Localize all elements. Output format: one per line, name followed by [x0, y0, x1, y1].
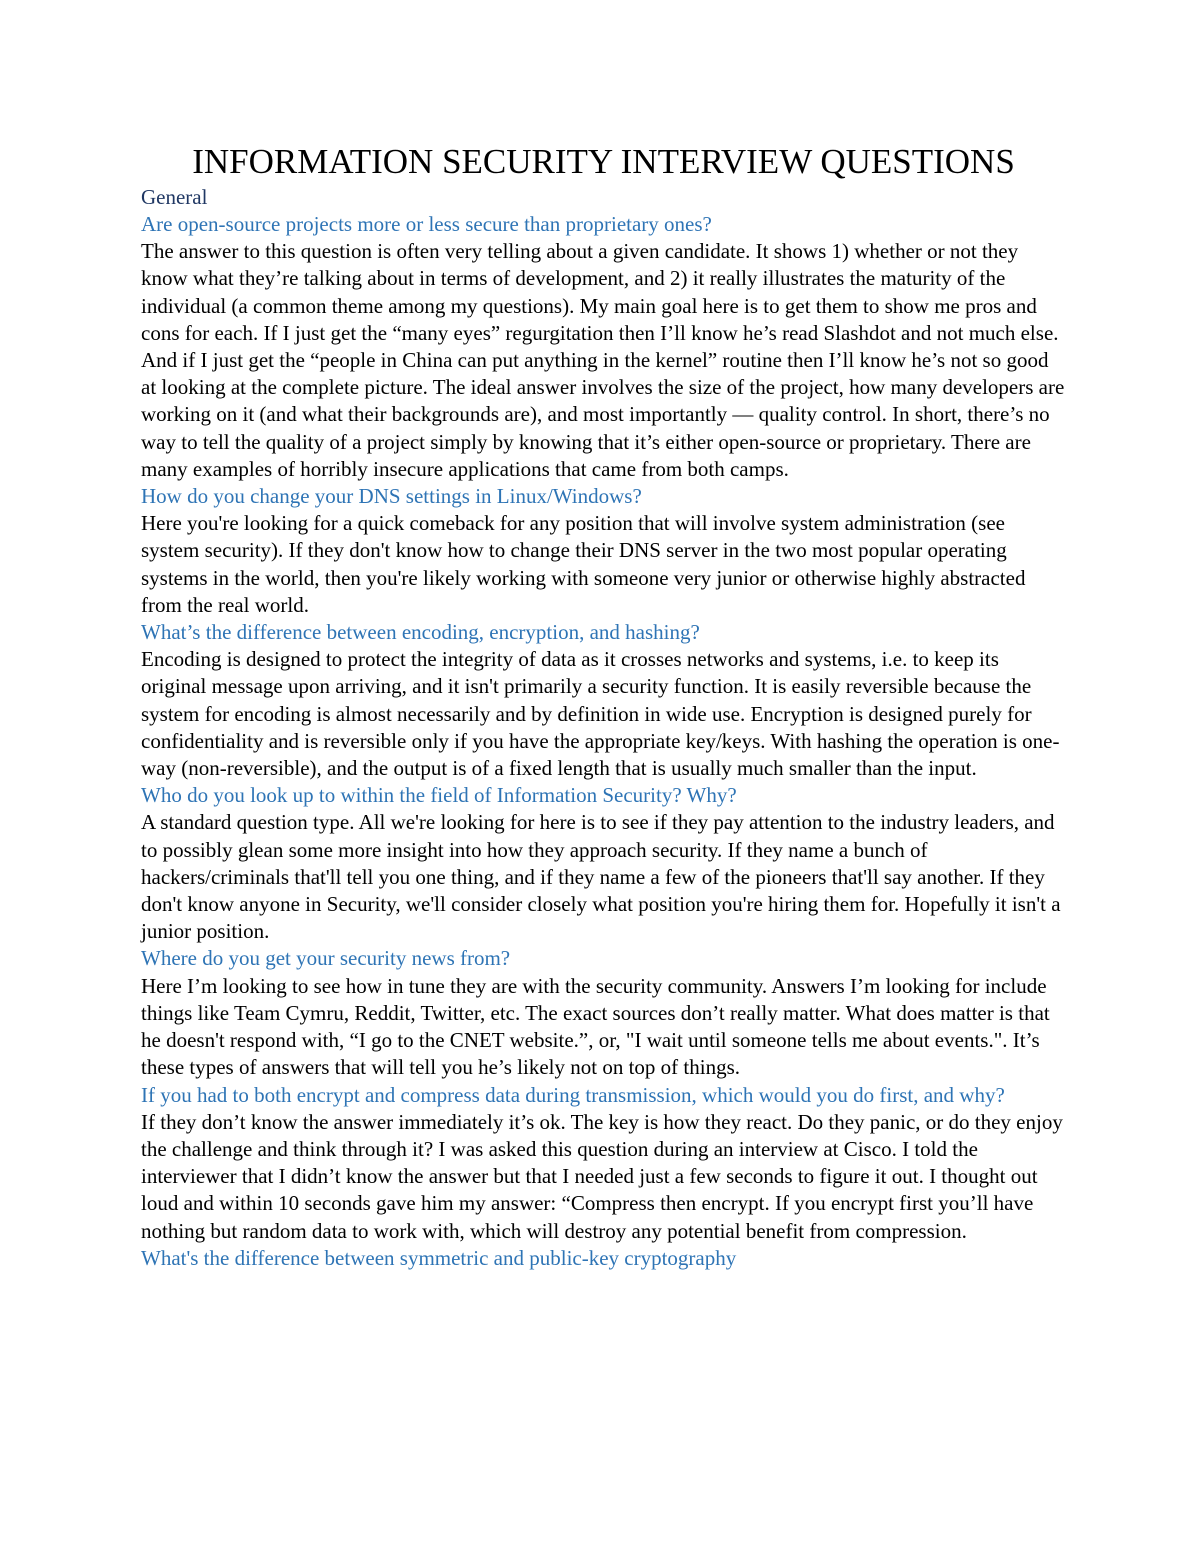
question-open-source: Are open-source projects more or less secure than proprietary ones?: [141, 212, 712, 236]
question-encrypt-compress: If you had to both encrypt and compress data during transmission, which would you do first, and why?: [141, 1082, 1005, 1107]
section-heading-general: General: [141, 185, 208, 209]
question-symmetric-public-key: What's the difference between symmetric and public-key cryptography: [141, 1245, 737, 1270]
question-encoding-encryption-hashing: What’s the difference between encoding, encryption, and hashing?: [141, 620, 700, 645]
question-security-news: Where do you get your security news from?: [141, 946, 511, 971]
question-dns-settings: How do you change your DNS settings in Linux/Windows?: [141, 484, 642, 509]
question-look-up-to: Who do you look up to within the field of Information Security? Why?: [141, 783, 737, 808]
answer-open-source: The answer to this question is often very telling about a given candidate. It shows 1) whether or not they know what they’re talking about in terms of development, and 2) it really illustrates the maturity of the individual (a common theme among my questions). My main goal here is to get them to show me pros and cons for each. If I just get the “many eyes” regurgitation then I’ll know he’s read Slashdot and not much else. And if I just get the “people in China can put anything in the kernel” routine then I’ll know he’s not so good at looking at the complete picture. The ideal answer involves the size of the project, how many developers are working on it (and what their backgrounds are), and most importantly — quality control. In short, there’s no way to tell the quality of a project simply by knowing that it’s either open-source or proprietary. There are many examples of horribly insecure applications that came from both camps.: [141, 239, 1065, 481]
answer-security-news: Here I’m looking to see how in tune they are with the security community. Answers I’m looking for include things like Team Cymru, Reddit, Twitter, etc. The exact sources don’t really matter. What does matter is that he doesn't respond with, “I go to the CNET website.”, or, "I wait until someone tells me about events.". It’s these types of answers that will tell you he’s likely not on top of things.: [141, 973, 1050, 1080]
answer-encoding-encryption-hashing: Encoding is designed to protect the integrity of data as it crosses networks and systems, i.e. to keep its original message upon arriving, and it isn't primarily a security function. It is easily reversible because the system for encoding is almost necessarily and by definition in wide use. Encryption is designed purely for confidentiality and is reversible only if you have the appropriate key/keys. With hashing the operation is one-way (non-reversible), and the output is of a fixed length that is usually much smaller than the input.: [141, 647, 1060, 781]
document-title: INFORMATION SECURITY INTERVIEW QUESTIONS: [192, 142, 1015, 181]
document-page: [141, 140, 1066, 1272]
answer-dns-settings: Here you're looking for a quick comeback for any position that will involve system administration (see system security). If they don't know how to change their DNS server in the two most popular operating systems in the world, then you're likely working with someone very junior or otherwise highly abstracted from the real world.: [141, 511, 1026, 617]
answer-look-up-to: A standard question type. All we're looking for here is to see if they pay attention to the industry leaders, and to possibly glean some more insight into how they approach security. If they name a bunch of hackers/criminals that'll tell you one thing, and if they name a few of the pioneers that'll say another. If they don't know anyone in Security, we'll consider closely what position you're hiring them for. Hopefully it isn't a junior position.: [141, 810, 1061, 944]
answer-encrypt-compress: If they don’t know the answer immediately it’s ok. The key is how they react. Do they panic, or do they enjoy the challenge and think through it? I was asked this question during an interview at Cisco. I told the interviewer that I didn’t know the answer but that I needed just a few seconds to figure it out. I thought out loud and within 10 seconds gave him my answer: “Compress then encrypt. If you encrypt first you’ll have nothing but random data to work with, which will destroy any potential benefit from compression.: [141, 1109, 1063, 1243]
